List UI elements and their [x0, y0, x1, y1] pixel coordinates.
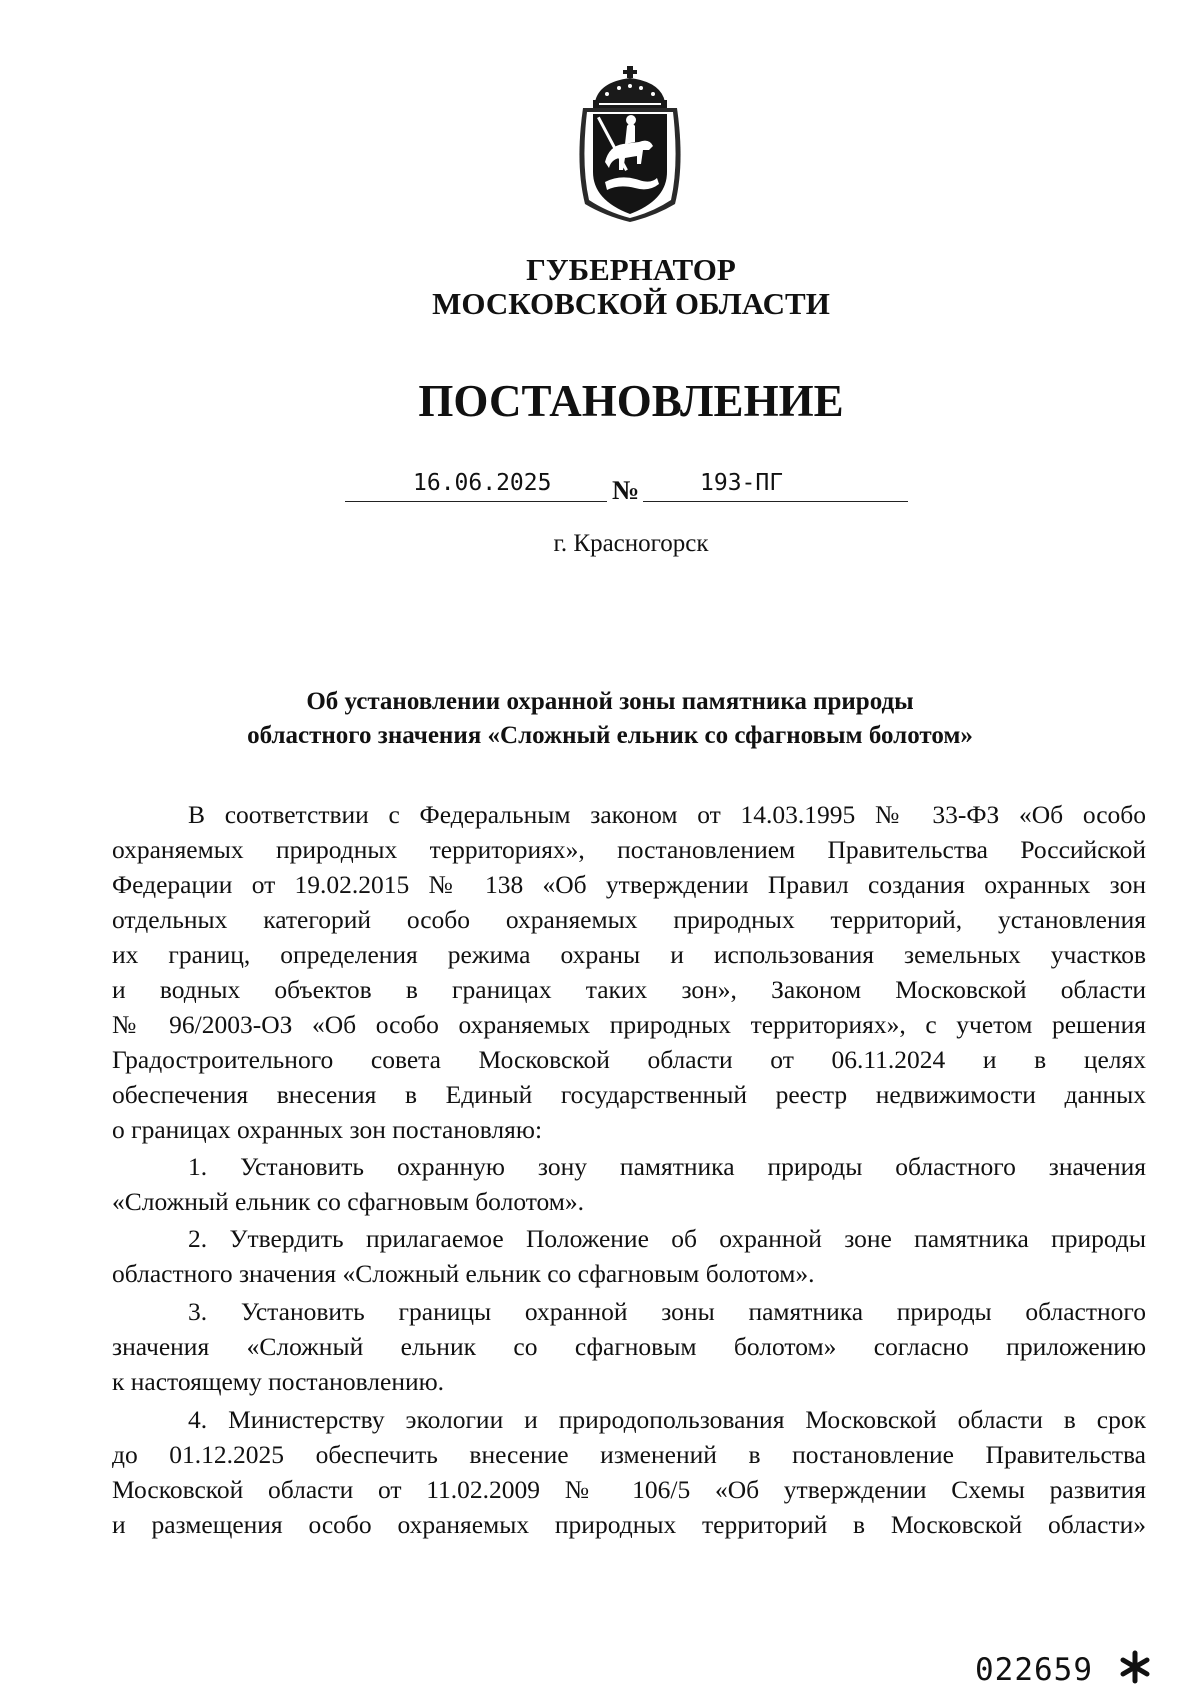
body-line: отдельных категорий особо охраняемых природных территорий, установления — [112, 905, 1146, 934]
clause-4-line: и размещения особо охраняемых природных территорий в Московской области» — [112, 1510, 1146, 1539]
subject-line: областного значения «Сложный ельник со сфагновым болотом» — [247, 722, 973, 749]
subject-line: Об установлении охранной зоны памятника природы — [306, 688, 914, 715]
body-line: и водных объектов в границах таких зон», Законом Московской области — [112, 975, 1146, 1004]
date-underline — [345, 501, 607, 502]
clause-3-line: значения «Сложный ельник со сфагновым болотом» согласно приложению — [112, 1332, 1146, 1361]
issuer-title: ГУБЕРНАТОР — [526, 252, 736, 287]
document-date: 16.06.2025 — [413, 470, 552, 496]
issuer-region: МОСКОВСКОЙ ОБЛАСТИ — [432, 286, 830, 321]
document-number: 193-ПГ — [700, 470, 784, 496]
registration-number: 022659 — [975, 1652, 1093, 1688]
body-line: Градостроительного совета Московской области от 06.11.2024 и в целях — [112, 1045, 1146, 1074]
body-line: их границ, определения режима охраны и использования земельных участков — [112, 940, 1146, 969]
body-line: обеспечения внесения в Единый государственный реестр недвижимости данных — [112, 1080, 1146, 1109]
body-line: о границах охранных зон постановляю: — [112, 1115, 543, 1144]
number-underline — [643, 501, 908, 502]
body-line: охраняемых природных территориях», постановлением Правительства Российской — [112, 835, 1146, 864]
number-sign: № — [612, 475, 640, 505]
clause-3-line: 3. Установить границы охранной зоны памятника природы областного — [188, 1297, 1146, 1326]
clause-1-line: «Сложный ельник со сфагновым болотом». — [112, 1187, 585, 1216]
clause-2-line: 2. Утвердить прилагаемое Положение об охранной зоне памятника природы — [188, 1224, 1146, 1253]
document-subject — [0, 685, 1200, 753]
body-line: № 96/2003-ОЗ «Об особо охраняемых природных территориях», с учетом решения — [112, 1010, 1146, 1039]
clause-1-line: 1. Установить охранную зону памятника природы областного значения — [188, 1152, 1146, 1181]
body-line: Федерации от 19.02.2015 № 138 «Об утверждении Правил создания охранных зон — [112, 870, 1146, 899]
coat-of-arms-icon — [565, 64, 695, 224]
clause-4-line: Московской области от 11.02.2009 № 106/5 «Об утверждении Схемы развития — [112, 1475, 1146, 1504]
clause-2-line: областного значения «Сложный ельник со сфагновым болотом». — [112, 1259, 815, 1288]
asterisk-star-icon — [1118, 1650, 1152, 1684]
clause-3-line: к настоящему постановлению. — [112, 1367, 445, 1396]
clause-4-line: 4. Министерству экологии и природопользования Московской области в срок — [188, 1405, 1146, 1434]
document-city: г. Красногорск — [553, 530, 709, 557]
document-type-title: ПОСТАНОВЛЕНИЕ — [418, 376, 844, 426]
body-line: В соответствии с Федеральным законом от 14.03.1995 № 33-ФЗ «Об особо — [188, 800, 1146, 829]
clause-4-line: до 01.12.2025 обеспечить внесение изменений в постановление Правительства — [112, 1440, 1146, 1469]
